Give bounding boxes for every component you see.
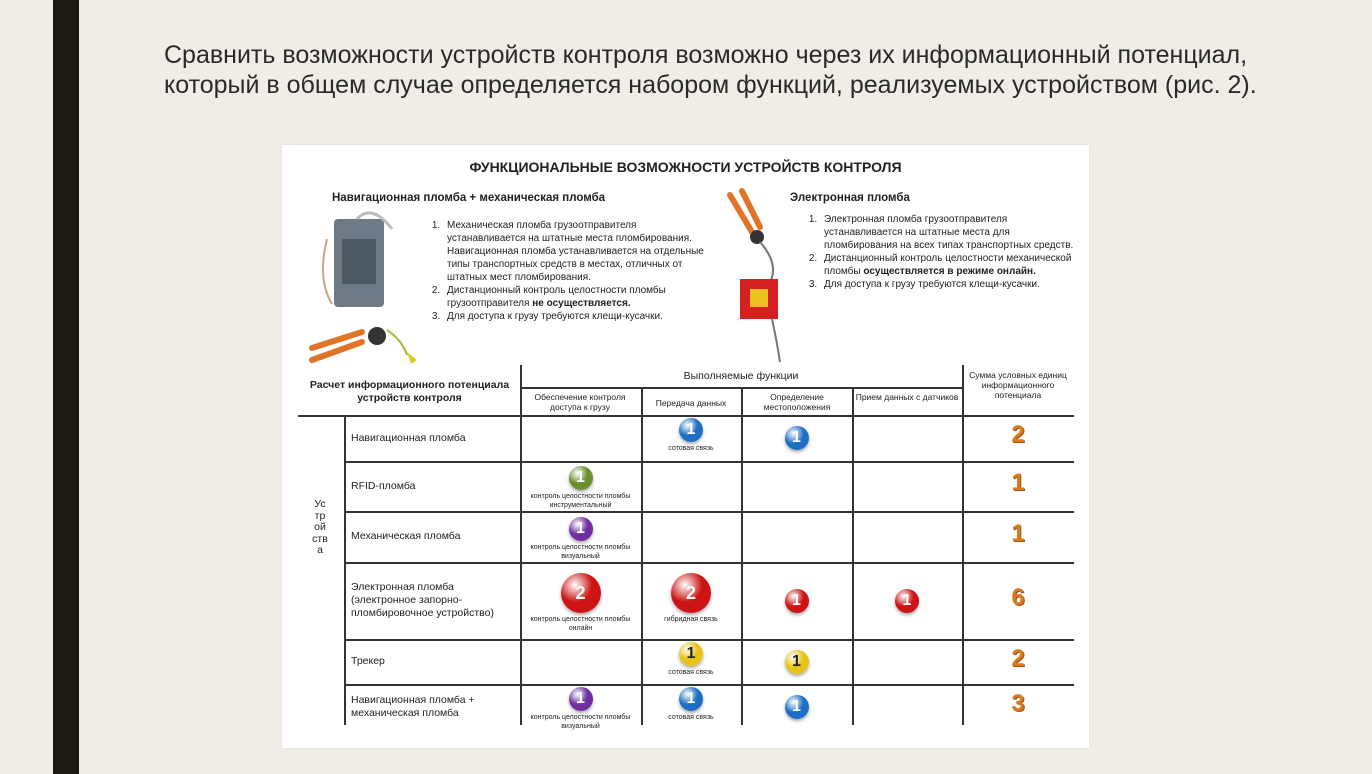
grid-line: [344, 639, 1074, 641]
grid-line: [344, 511, 1074, 513]
potential-sum: 6: [1011, 583, 1025, 611]
potential-sum: 2: [1011, 644, 1025, 672]
value-caption: контроль целостности пломбы визуальный: [530, 714, 631, 730]
grid-line: [344, 415, 346, 725]
table-corner-label: Расчет информационного потенциала устройств контроля: [309, 379, 510, 404]
col-header-location: Определение местоположения: [763, 392, 831, 412]
cutters-image-left: [307, 320, 427, 370]
row-label: Электронная пломба (электронное запорно-пломбировочное устройство): [351, 581, 494, 619]
potential-sum: 3: [1011, 690, 1025, 717]
col-header-data: Передача данных: [655, 398, 727, 408]
value-circle: 1: [679, 418, 703, 442]
left-item-2: 2. Дистанционный контроль целостности пломбы грузоотправителя не осуществляется.: [443, 284, 708, 310]
right-item-1: 1. Электронная пломба грузоотправителя устанавливается на штатные места для пломбирования на всех типах транспортных средств.: [820, 213, 1080, 252]
left-item-3: 3. Для доступа к грузу требуются клещи-кусачки.: [443, 310, 708, 323]
left-panel-title: Навигационная пломба + механическая пломба: [332, 192, 606, 204]
grid-line: [344, 562, 1074, 564]
right-panel-list: [804, 213, 1080, 291]
left-item-1: 1. Механическая пломба грузоотправителя устанавливается на штатные места пломбирования. Навигационная пломба устанавливается на отдельные типы транспортных средств в местах, отличных от штатных мест пломбирования.: [443, 219, 708, 284]
grid-line: [298, 415, 1074, 417]
value-circle: 1: [569, 687, 593, 711]
value-circle: 1: [785, 589, 809, 613]
value-caption: контроль целостности пломбы визуальный: [530, 543, 631, 560]
value-circle: 2: [671, 573, 711, 613]
value-circle: 1: [679, 687, 703, 711]
grid-line: [741, 387, 743, 725]
slide-left-bar: [53, 0, 79, 774]
slide-text: Сравнить возможности устройств контроля возможно через их информационный потенциал, который в общем случае определяется набором функций, реализуемых устройством (рис. 2).: [164, 41, 1257, 99]
value-caption: контроль целостности пломбы инструментальный: [530, 493, 631, 509]
value-caption: гибридная связь: [664, 615, 718, 623]
value-circle: 1: [569, 466, 593, 490]
left-panel-list: [427, 219, 708, 323]
value-caption: контроль целостности пломбы онлайн: [530, 615, 631, 632]
grid-line: [852, 387, 854, 725]
right-panel-title: Электронная пломба: [790, 192, 910, 204]
devices-vertical-label: Устройства: [312, 498, 328, 556]
row-label: Навигационная пломба + механическая пломба: [351, 694, 475, 719]
col-header-sensors: Прием данных с датчиков: [855, 392, 959, 402]
grid-line: [344, 684, 1074, 686]
row-label: Навигационная пломба: [351, 431, 466, 444]
row-label: Трекер: [351, 655, 385, 667]
value-circle: 1: [569, 517, 593, 541]
right-item-2: 2. Дистанционный контроль целостности механической пломбы осуществляется в режиме онлайн.: [820, 252, 1080, 278]
value-circle: 1: [785, 695, 809, 719]
right-item-3: 3. Для доступа к грузу требуются клещи-кусачки.: [820, 278, 1080, 291]
figure-title: ФУНКЦИОНАЛЬНЫЕ ВОЗМОЖНОСТИ УСТРОЙСТВ КОНТРОЛЯ: [469, 159, 902, 175]
functions-group-header: Выполняемые функции: [683, 370, 799, 382]
value-caption: сотовая связь: [668, 668, 714, 676]
value-circle: 1: [785, 426, 809, 450]
row-label: RFID-пломба: [351, 479, 416, 492]
grid-line: [962, 365, 964, 725]
value-caption: сотовая связь: [668, 714, 714, 721]
grid-line: [344, 461, 1074, 463]
value-circle: 1: [785, 650, 809, 674]
row-label: Механическая пломба: [351, 530, 461, 542]
navigation-seal-image: [312, 209, 412, 319]
value-circle: 1: [679, 642, 703, 666]
potential-sum: 1: [1011, 519, 1025, 547]
value-caption: сотовая связь: [668, 445, 714, 452]
value-circle: 2: [561, 573, 601, 613]
potential-sum: 2: [1011, 421, 1025, 448]
value-circle: 1: [895, 589, 919, 613]
col-header-access: Обеспечение контроля доступа к грузу: [534, 392, 626, 412]
functional-capabilities-figure: [282, 145, 1089, 748]
potential-sum: 1: [1011, 469, 1025, 496]
electronic-seal-image: [722, 187, 792, 367]
sum-header: Сумма условных единиц информационного потенциала: [969, 370, 1067, 400]
